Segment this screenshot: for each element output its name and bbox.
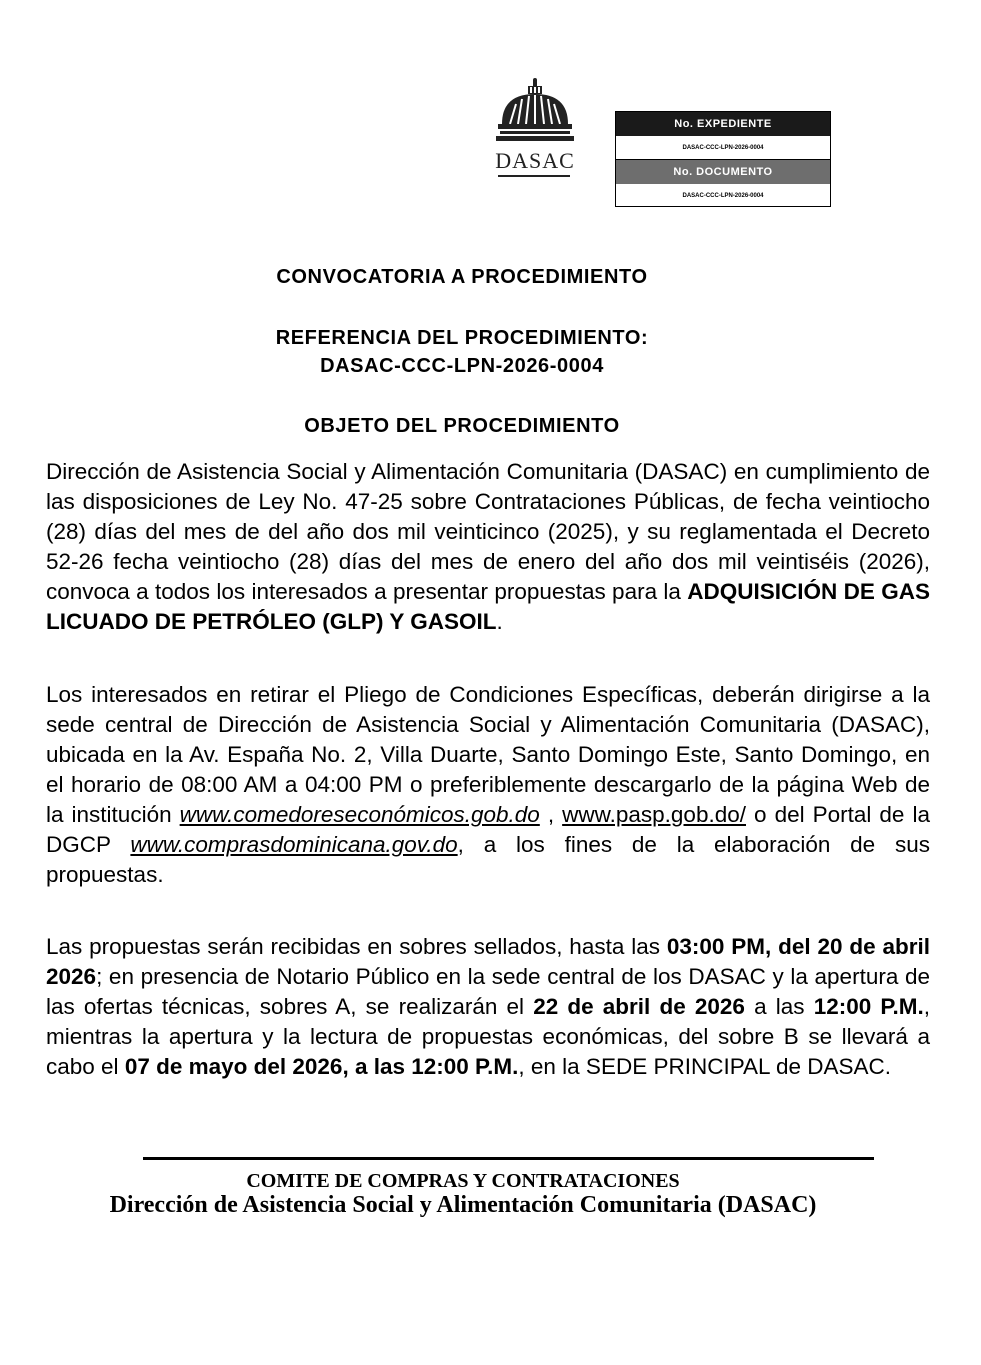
expediente-label: No. EXPEDIENTE xyxy=(616,112,830,136)
footer-institution: Dirección de Asistencia Social y Alimentación Comunitaria (DASAC) xyxy=(109,1192,817,1218)
documento-value: DASAC-CCC-LPN-2026-0004 xyxy=(682,193,764,199)
paragraph-propuestas xyxy=(46,932,930,1082)
document-title: CONVOCATORIA A PROCEDIMIENTO xyxy=(276,266,648,288)
logo-underline xyxy=(498,175,570,177)
para1-bold: ADQUISICIÓN DE GAS LICUADO DE PETRÓLEO (GLP) Y GASOIL xyxy=(46,579,930,634)
objeto-heading: OBJETO DEL PROCEDIMIENTO xyxy=(304,415,620,437)
link-pasp[interactable]: www.pasp.gob.do/ xyxy=(562,802,746,827)
para1-text: Dirección de Asistencia Social y Alimentación Comunitaria (DASAC) en cumplimiento de las disposiciones de Ley No. 47-25 sobre Contrataciones Públicas, de fecha veintiocho (28) días del mes de del año dos mil veinticinco (2025), y su reglamentada el Decreto 52-26 fecha veintiocho (28) días del mes de enero del año dos mil veintiséis (2026), convoca a todos los interesados a presentar propuestas para la xyxy=(46,459,930,604)
para3-text-1: Las propuestas serán recibidas en sobres sellados, hasta las xyxy=(46,934,667,959)
para3-text-2: ; en presencia de Notario Público en la sede central de los DASAC y la apertura de las ofertas técnicas, sobres A, se realizarán el xyxy=(46,964,930,1019)
para3-text-3: a las xyxy=(744,994,814,1019)
para3-bold-1: 03:00 PM, del 20 de abril 2026 xyxy=(46,934,930,989)
paragraph-objeto xyxy=(46,457,930,637)
para1-end: . xyxy=(496,609,503,634)
footer-committee: COMITE DE COMPRAS Y CONTRATACIONES xyxy=(246,1170,680,1192)
reference-value: DASAC-CCC-LPN-2026-0004 xyxy=(320,355,604,377)
para3-bold-3: 12:00 P.M. xyxy=(813,994,924,1019)
dasac-logo xyxy=(492,78,578,180)
para2-text-4: , a los fines de la elaboración de sus propuestas. xyxy=(46,832,930,887)
expediente-value: DASAC-CCC-LPN-2026-0004 xyxy=(616,136,830,160)
para2-text-2: , xyxy=(539,802,563,827)
documento-label: No. DOCUMENTO xyxy=(616,160,830,184)
para2-text-3: o del Portal de la DGCP xyxy=(46,802,930,857)
expediente-box xyxy=(615,111,831,207)
para3-bold-4: 07 de mayo del 2026, a las 12:00 P.M. xyxy=(124,1054,519,1079)
dome-building-icon xyxy=(492,78,578,148)
footer-rule xyxy=(143,1157,874,1160)
link-comedores[interactable]: www.comedoreseconómicos.gob.do xyxy=(179,802,540,827)
para2-text-1: Los interesados en retirar el Pliego de Condiciones Específicas, deberán dirigirse a la sede central de Dirección de Asistencia Social y Alimentación Comunitaria (DASAC), ubicada en la Av. España No. 2, Villa Duarte, Santo Domingo Este, Santo Domingo, en el horario de 08:00 AM a 04:00 PM o preferiblemente descargarlo de la página Web de la institución xyxy=(46,682,930,827)
reference-label: REFERENCIA DEL PROCEDIMIENTO: xyxy=(275,327,649,349)
paragraph-pliego xyxy=(46,680,930,890)
para3-text-4: , mientras la apertura y la lectura de propuestas económicas, del sobre B se llevará a cabo el xyxy=(46,994,931,1079)
para3-bold-2: 22 de abril de 2026 xyxy=(533,994,745,1019)
para3-text-5: , en la SEDE PRINCIPAL de DASAC. xyxy=(518,1054,892,1079)
link-compras-dominicana[interactable]: www.comprasdominicana.gov.do xyxy=(130,832,458,857)
logo-text: DASAC xyxy=(495,148,575,173)
